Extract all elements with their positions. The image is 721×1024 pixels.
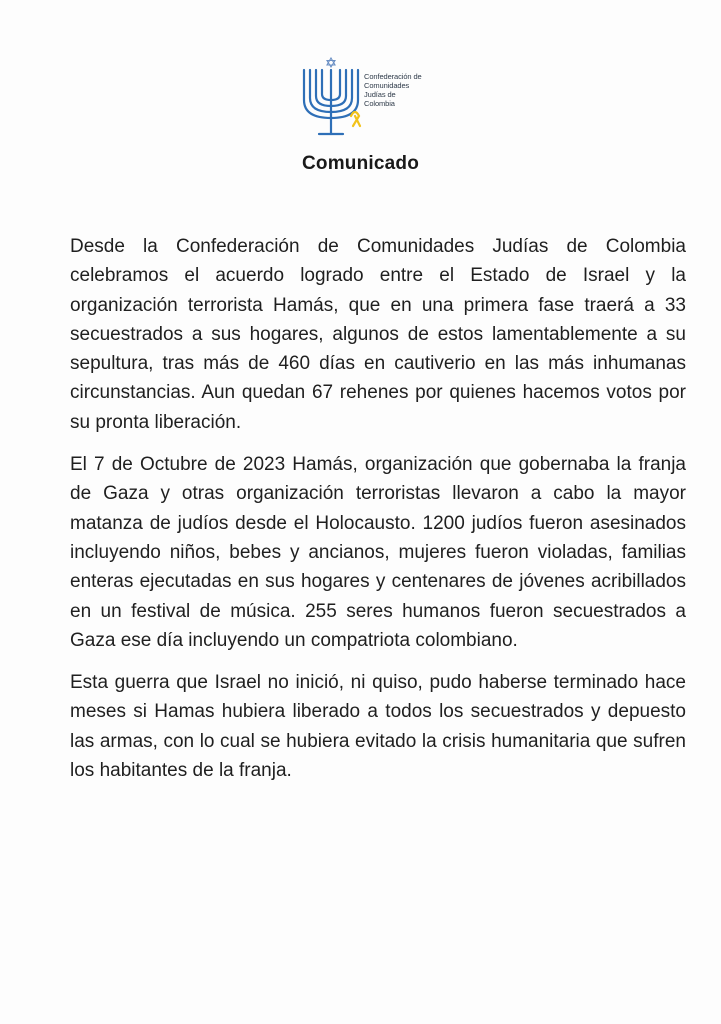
body-paragraph: Esta guerra que Israel no inició, ni quiso, pudo haberse terminado hace meses si Hamas hubiera liberado a todos los secuestrados y depuesto las armas, con lo cual se hubiera evitado la crisis humanitaria que sufren los habitantes de la franja. <box>70 672 686 782</box>
body-paragraph: El 7 de Octubre de 2023 Hamás, organización que gobernaba la franja de Gaza y otras organización terroristas llevaron a cabo la mayor matanza de judíos desde el Holocausto. 1200 judíos fueron asesinados incluyendo niños, bebes y ancianos, mujeres fueron violadas, familias enteras ejecutadas en sus hogares y centenares de jóvenes acribillados en un festival de música. 255 seres humanos fueron secuestrados a Gaza ese día incluyendo un compatriota colombiano. <box>70 454 686 651</box>
body-paragraph: Desde la Confederación de Comunidades Judías de Colombia celebramos el acuerdo logrado entre el Estado de Israel y la organización terrorista Hamás, que en una primera fase traerá a 33 secuestrados a sus hogares, algunos de estos lamentablemente a su sepultura, tras más de 460 días en cautiverio en las más inhumanas circunstancias. Aun quedan 67 rehenes por quienes hacemos votos por su pronta liberación. <box>70 236 686 433</box>
logo-name-line: Confederación de <box>364 72 422 81</box>
menorah-icon <box>302 56 364 140</box>
logo-name-line: Judías de <box>364 90 396 99</box>
document-body <box>70 232 686 798</box>
logo-organization-name <box>364 72 422 108</box>
star-of-david-icon <box>327 58 335 67</box>
logo-name-line: Colombia <box>364 99 395 108</box>
logo-name-line: Comunidades <box>364 81 410 90</box>
document-title: Comunicado <box>301 153 420 174</box>
organization-logo <box>302 56 442 140</box>
yellow-ribbon-icon <box>351 112 360 126</box>
